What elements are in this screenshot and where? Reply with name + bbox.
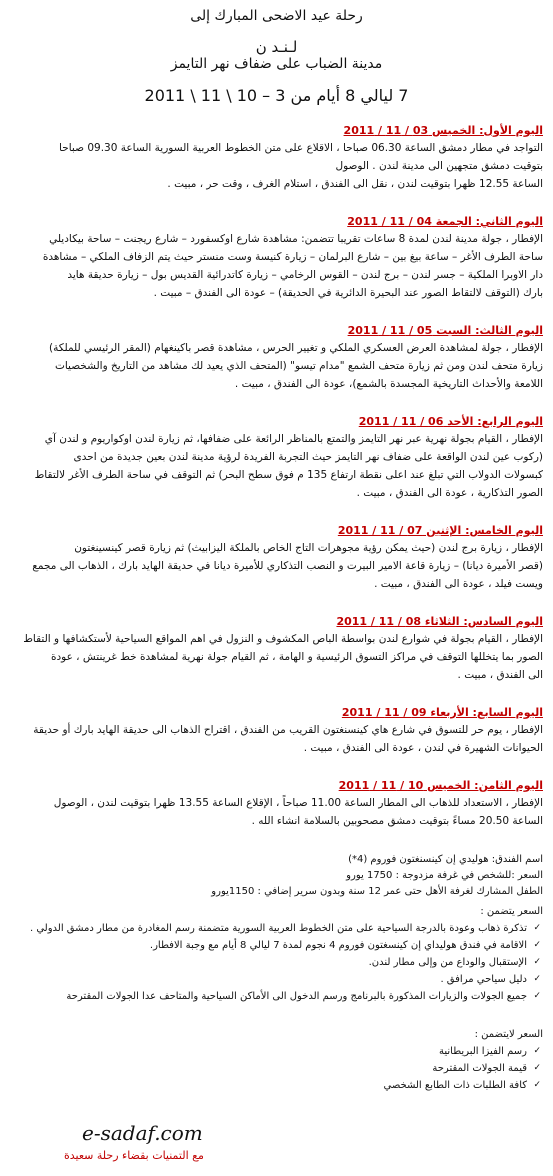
day-line: ويست فيلد ، عودة الى الفندق ، مبيت . <box>374 577 543 590</box>
day-line: دار الاوبرا الملكية – جسر لندن – برج لندن – القوس الرخامي – زيارة كاتدرائية القديس بول – زيارة حديقة هايد <box>67 268 543 281</box>
day-description <box>10 539 543 593</box>
day-line: (ركوب عين لندن الواقعة على ضفاف نهر التايمز حيث التجربة الفريدة لرؤية مدينة لندن بعين جديدة من احدى <box>73 450 543 463</box>
day-description <box>10 794 543 830</box>
day-description <box>10 630 543 684</box>
day-line: الحيوانات الشهيرة في لندن ، عودة الى الفندق ، مبيت . <box>303 741 543 754</box>
excludes-item: ✓ قيمة الجولات المقترحة <box>283 1060 527 1077</box>
day-line: (قصر الأميرة ديانا) – زيارة قاعة الامير البيرت و النصب التذكاري للأميرة ديانا في حديقة الهايد بارك ، الذهاب الى مجمع <box>32 559 543 572</box>
day-line: بتوقيت دمشق متجهين الى مدينة لندن . الوصول <box>335 159 543 172</box>
document-header <box>10 8 543 106</box>
day-section <box>10 124 543 193</box>
day-line: ساحة الطرف الأغر – ساعة بيغ بين – شارع البرلمان – زيارة كنيسة وست منستر حيث يتم الزفاف الملكي – مشاهدة <box>42 250 543 263</box>
day-line: الصور بما يتخللها التوقف في مراكز التسوق الرئيسية و الهامة ، ثم القيام جولة نهرية لمشاهدة خط غرينتش ، عودة <box>50 650 543 663</box>
day-line: الى الفندق ، مبيت . <box>457 668 543 681</box>
day-section <box>10 615 543 684</box>
includes-item: ✓ تذكرة ذهاب وعودة بالدرجة السياحية على متن الخطوط العربية السورية متضمنة رسم المغادرة من مطار دمشق الدولي . <box>10 920 527 937</box>
day-line: التواجد في مطار دمشق الساعة 06.30 صباحا ، الاقلاع على متن الخطوط العربية السورية الساعة 09.30 صباحا <box>59 141 543 154</box>
hotel-section <box>10 852 543 1094</box>
day-title: اليوم الرابع: الأحد 06 / 11 / 2011 <box>358 414 543 428</box>
day-line: الإفطار ، جولة لمشاهدة العرض العسكري الملكي و تغيير الحرس ، مشاهدة قصر باكينغهام (المقر الرئيسي للملكة) <box>48 341 543 354</box>
day-section <box>10 524 543 593</box>
day-line: الصور التذكارية ، عودة الى الفندق ، مبيت . <box>356 486 543 499</box>
day-description <box>10 230 543 302</box>
includes-item: ✓ الاقامة في فندق هوليداي إن كينسغتون فوروم 4 نجوم لمدة 7 ليالي 8 أيام مع وجبة الافطار. <box>10 937 527 954</box>
day-line: بارك (التوقف لالتقاط الصور عند البحيرة الدائرية في الحديقة) – عودة الى الفندق – مبيت . <box>153 286 543 299</box>
day-section <box>10 779 543 830</box>
closing-wish: مع التمنيات بقضاء رحلة سعيدة <box>64 1149 204 1162</box>
day-description <box>10 430 543 502</box>
day-line: الساعة 20.50 مساءً بتوقيت دمشق مصحوبين بالسلامة انشاء الله . <box>251 814 543 827</box>
trip-title: رحلة عيد الاضحى المبارك إلى <box>190 8 363 24</box>
excludes-title: السعر لايتضمن : <box>474 1028 543 1040</box>
day-title: اليوم الثالث: السبت 05 / 11 / 2011 <box>347 323 543 337</box>
includes-item: ✓ الإستقبال والوداع من وإلى مطار لندن. <box>10 954 527 971</box>
trip-dates: 7 ليالي 8 أيام من 3 – 10 \ 11 \ 2011 <box>144 85 409 105</box>
day-description <box>10 139 543 193</box>
day-title: اليوم الثاني: الجمعة 04 / 11 / 2011 <box>347 214 543 228</box>
city-subtitle: مدينة الضباب على ضفاف نهر التايمز <box>170 56 383 73</box>
day-line: اللامعة والأحداث التاريخية المجسدة بالشمع)، عودة الى الفندق ، مبيت . <box>234 377 543 390</box>
day-title: اليوم الثامن: الخميس 10 / 11 / 2011 <box>338 778 543 792</box>
hotel-price-double: السعر :للشخص في غرفة مزدوجة : 1750 يورو <box>346 869 543 881</box>
city-name: لـنـد ن <box>255 37 298 56</box>
day-description <box>10 721 543 757</box>
day-line: الإفطار ، زيارة برج لندن (حيث يمكن رؤية مجوهرات التاج الخاص بالملكة اليزابيث) ثم زيارة قصر كينسينغتون <box>74 541 543 554</box>
day-section <box>10 706 543 757</box>
day-line: كبسولات الدولاب التي تبلغ عند اعلى نقطة ارتفاع 135 م فوق سطح البحر) ثم التوقف في ساحة الطرف الأغر لالتقاط <box>34 468 543 481</box>
day-section <box>10 415 543 502</box>
day-line: الإفطار ، الاستعداد للذهاب الى المطار الساعة 11.00 صباحاً ، الإقلاع الساعة 13.55 ظهرا بتوقيت لندن ، الوصول <box>53 796 543 809</box>
excludes-item: ✓ رسم الفيزا البريطانية <box>283 1043 527 1060</box>
hotel-price-child: الطفل المشارك لغرفة الأهل حتى عمر 12 سنة وبدون سرير إضافي : 1150يورو <box>211 885 543 897</box>
day-title: اليوم الأول: الخميس 03 / 11 / 2011 <box>343 123 543 137</box>
day-line: الإفطار ، القيام بجولة نهرية عبر نهر التايمز والتمتع بالمناظر الرائعة على ضفافها، ثم زيارة لندن اوكواريوم و لندن آي <box>44 432 543 445</box>
day-line: الإفطار ، جولة مدينة لندن لمدة 8 ساعات تقريبا تتضمن: مشاهدة شارع اوكسفورد – شارع ريجنت – ساحة بيكاديلي <box>49 232 543 245</box>
site-logo: e-sadaf.com <box>82 1121 203 1145</box>
excludes-list <box>283 1043 543 1094</box>
day-title: اليوم الخامس: الإثنين 07 / 11 / 2011 <box>337 523 543 537</box>
includes-title: السعر يتضمن : <box>480 905 543 917</box>
day-title: اليوم السادس: الثلاثاء 08 / 11 / 2011 <box>336 614 543 628</box>
day-line: الإفطار ، يوم حر للتسوق في شارع هاي كينسنغتون القريب من الفندق ، اقتراح الذهاب الى حديقة الهايد بارك أو حديقة <box>33 723 543 736</box>
includes-item: ✓ جميع الجولات والزيارات المذكورة بالبرنامج ورسم الدخول الى الأماكن السياحية والمتاحف عدا الجولات المقترحة <box>10 988 527 1005</box>
includes-list <box>10 920 543 1005</box>
excludes-item: ✓ كافة الطلبات ذات الطابع الشخصي <box>283 1077 527 1094</box>
day-section <box>10 324 543 393</box>
day-title: اليوم السابع: الأربعاء 09 / 11 / 2011 <box>341 705 543 719</box>
day-line: الساعة 12.55 ظهرا بتوقيت لندن ، نقل الى الفندق ، استلام الغرف ، وقت حر ، مبيت . <box>167 177 543 190</box>
itinerary <box>10 124 543 830</box>
hotel-name: اسم الفندق: هوليدي إن كينسنغتون فوروم (4*) <box>348 853 543 865</box>
day-description <box>10 339 543 393</box>
includes-item: ✓ دليل سياحي مرافق . <box>10 971 527 988</box>
day-section <box>10 215 543 302</box>
day-line: الإفطار ، القيام بجولة في شوارع لندن بواسطة الباص المكشوف و النزول في اهم المواقع السياحية لأستكشافها و التقاط <box>23 632 543 645</box>
day-line: زيارة متحف لندن ومن ثم زيارة متحف الشمع "مدام تيسو" (المتحف الذي يعيد لك مشاهد من التاريخ والشخصيات <box>54 359 543 372</box>
